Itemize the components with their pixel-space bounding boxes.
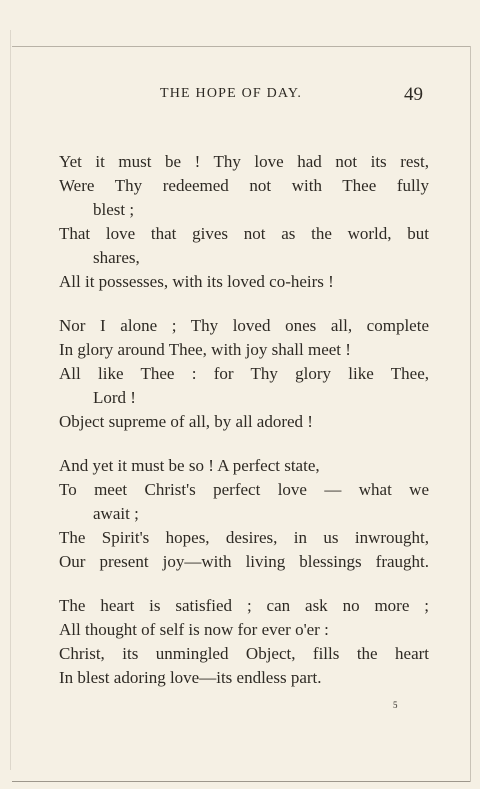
poem-line: All it possesses, with its loved co-heirs ! [59, 272, 334, 291]
stanza [59, 454, 429, 574]
page-edge-right [470, 46, 471, 782]
page-edge-top [12, 46, 470, 47]
page-edge-bottom [12, 781, 470, 782]
poem-line: Our present joy—with living blessings fraught. [59, 552, 429, 571]
poem-line: Christ, its unmingled Object, fills the heart [59, 644, 429, 663]
page-edge-left [10, 30, 11, 770]
poem-line: Lord ! [93, 388, 136, 407]
poem-line: Were Thy redeemed not with Thee fully [59, 176, 429, 195]
poem-line: The Spirit's hopes, desires, in us inwrought, [59, 528, 429, 547]
poem-line: And yet it must be so ! A perfect state, [59, 456, 320, 475]
poem-line: shares, [93, 248, 140, 267]
running-title: THE HOPE OF DAY. [160, 86, 303, 101]
stanza [59, 150, 429, 294]
signature-mark: 5 [393, 700, 398, 710]
stanza [59, 314, 429, 434]
poem-line: To meet Christ's perfect love — what we [59, 480, 429, 499]
poem-line: Yet it must be ! Thy love had not its rest, [59, 152, 429, 171]
poem-line: In glory around Thee, with joy shall meet ! [59, 340, 351, 359]
poem-line: Nor I alone ; Thy loved ones all, complete [59, 316, 429, 335]
stanza [59, 594, 429, 690]
poem-line: The heart is satisfied ; can ask no more ; [59, 596, 429, 615]
page-number: 49 [404, 84, 423, 105]
poem-line: That love that gives not as the world, but [59, 224, 429, 243]
poem-line: In blest adoring love—its endless part. [59, 668, 322, 687]
poem-body [59, 150, 429, 710]
poem-line: await ; [93, 504, 139, 523]
poem-line: All thought of self is now for ever o'er : [59, 620, 329, 639]
poem-line: Object supreme of all, by all adored ! [59, 412, 313, 431]
poem-line: blest ; [93, 200, 135, 219]
poem-line: All like Thee : for Thy glory like Thee, [59, 364, 429, 383]
